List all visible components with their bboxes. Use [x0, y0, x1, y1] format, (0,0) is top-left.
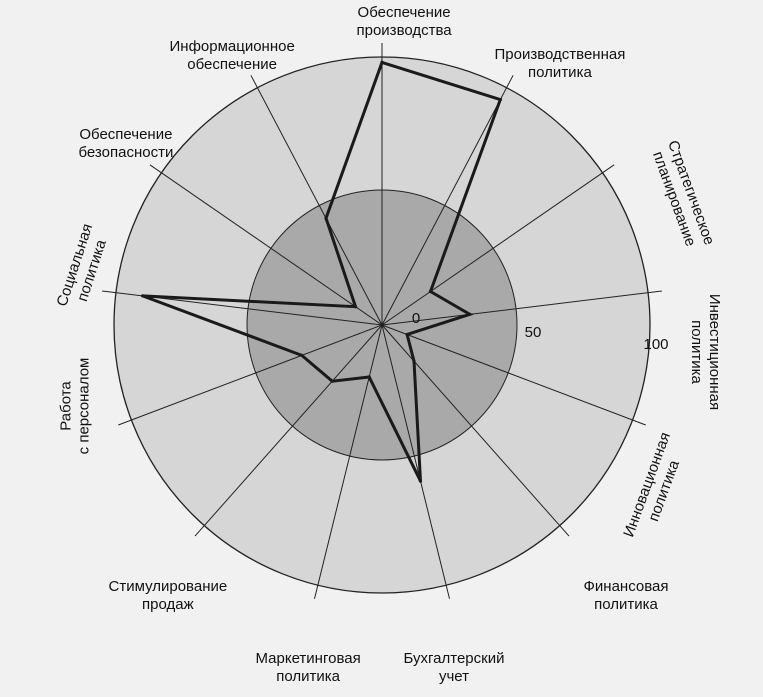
- series-point-2: [429, 290, 432, 293]
- series-point-6: [419, 480, 422, 483]
- series-point-9: [300, 354, 303, 357]
- axis-label-9: Работа с персоналом: [56, 357, 92, 455]
- axis-label-7: Маркетинговая политика: [255, 650, 361, 685]
- series-point-8: [331, 380, 334, 383]
- series-point-11: [354, 305, 357, 308]
- axis-label-2: Стратегическое планирование: [648, 138, 718, 249]
- axis-label-10: Социальная политика: [53, 221, 110, 309]
- series-point-5: [412, 360, 415, 363]
- series-point-7: [368, 375, 371, 378]
- series-point-4: [406, 333, 409, 336]
- series-point-10: [141, 294, 144, 297]
- tick-label-100: 100: [643, 336, 669, 353]
- axis-label-11: Обеспечение безопасности: [78, 126, 174, 161]
- axis-label-6: Бухгалтерский учет: [403, 650, 505, 685]
- axis-label-0: Обеспечение производства: [356, 4, 452, 39]
- series-point-1: [499, 98, 502, 101]
- axis-label-5: Финансовая политика: [583, 578, 669, 613]
- axis-label-3: Инвестиционная политика: [688, 293, 724, 411]
- series-point-3: [468, 313, 471, 316]
- tick-label-0: 0: [411, 310, 421, 327]
- axis-label-1: Производственная политика: [494, 46, 626, 81]
- axis-label-4: Инновационная политика: [620, 430, 683, 540]
- tick-label-50: 50: [524, 324, 542, 341]
- axis-label-12: Информационное обеспечение: [169, 38, 295, 73]
- series-point-12: [324, 217, 327, 220]
- axis-label-8: Стимулирование продаж: [108, 578, 228, 613]
- series-point-0: [380, 61, 383, 64]
